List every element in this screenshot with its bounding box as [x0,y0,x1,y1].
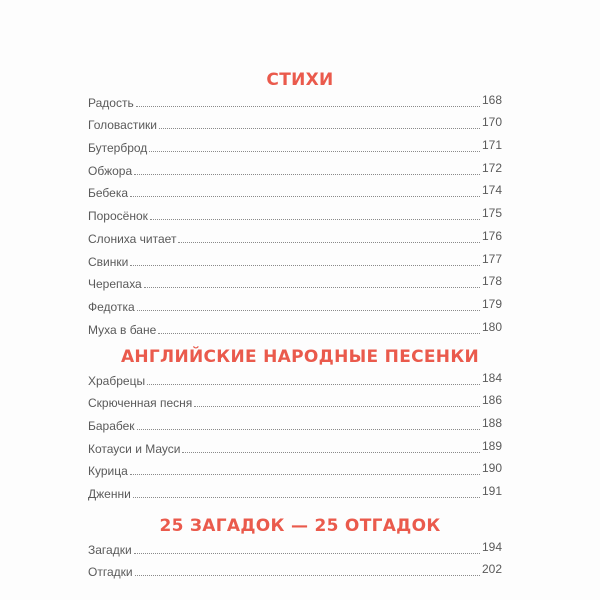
toc-entry[interactable] [88,291,502,314]
dot-leader [149,150,480,152]
section-title-english-songs: АНГЛИЙСКИЕ НАРОДНЫЕ ПЕСЕНКИ [120,347,480,367]
toc-entry-title: Загадки [88,542,132,557]
toc-entry[interactable] [88,456,502,479]
dot-leader [194,405,480,407]
toc-entry-title: Черепаха [88,277,142,292]
toc-entry-title: Котауси и Мауси [88,441,181,456]
toc-entry-page: 179 [481,296,502,311]
dot-leader [130,195,480,197]
toc-entry[interactable] [88,223,502,246]
toc-entry-title: Поросёнок [88,209,148,224]
toc-entry-page: 172 [481,160,502,175]
toc-entry-page: 170 [481,115,502,130]
toc-entry-page: 191 [481,484,502,499]
toc-entry[interactable] [88,132,502,155]
dot-leader [130,264,480,266]
toc-entry-page: 168 [481,92,502,107]
toc-entry-page: 189 [481,438,502,453]
toc-entry-title: Слониха читает [88,231,177,246]
dot-leader [178,241,480,243]
toc-entry-page: 171 [481,138,502,153]
toc-entry-title: Курица [88,464,128,479]
toc-entry[interactable] [88,433,502,456]
dot-leader [136,105,480,107]
toc-entry-page: 188 [481,416,502,431]
toc-entry-page: 194 [481,539,502,554]
toc-entry-page: 180 [481,319,502,334]
toc-entry-title: Храбрецы [88,373,146,388]
toc-entry-title: Бутерброд [88,141,148,156]
dot-leader [134,552,480,554]
dot-leader [158,332,480,334]
toc-entry-title: Барабек [88,419,135,434]
toc-entry[interactable] [88,110,502,133]
toc-entry[interactable] [88,246,502,269]
toc-entry-title: Скрюченная песня [88,396,193,411]
toc-entry[interactable] [88,314,502,337]
dot-leader [137,428,480,430]
toc-entry-title: Дженни [88,487,131,502]
toc-entry[interactable] [88,178,502,201]
toc-entry[interactable] [88,365,502,388]
toc-entry[interactable] [88,557,502,580]
toc-entry-title: Свинки [88,254,129,269]
dot-leader [135,574,480,576]
toc-entry-title: Федотка [88,299,135,314]
toc-entry-title: Головастики [88,118,157,133]
section-title-poems: СТИХИ [266,70,334,90]
dot-leader [150,218,480,220]
dot-leader [130,473,480,475]
toc-entry-title: Радость [88,95,134,110]
toc-entry-title: Бебека [88,186,129,201]
toc-entry[interactable] [88,200,502,223]
toc-list-poems [88,87,502,337]
dot-leader [144,286,480,288]
toc-entry-page: 184 [481,370,502,385]
toc-entry-page: 178 [481,274,502,289]
dot-leader [147,383,480,385]
dot-leader [134,173,480,175]
toc-entry[interactable] [88,269,502,292]
toc-list-english-songs [88,365,502,501]
section-title-riddles: 25 ЗАГАДОК — 25 ОТГАДОК [159,516,441,536]
toc-entry-page: 175 [481,206,502,221]
toc-entry-page: 186 [481,393,502,408]
toc-entry[interactable] [88,155,502,178]
toc-entry[interactable] [88,87,502,110]
toc-entry-title: Отгадки [88,565,133,580]
dot-leader [182,451,479,453]
toc-entry-page: 202 [481,562,502,577]
toc-entry-title: Муха в бане [88,322,157,337]
dot-leader [159,127,480,129]
toc-entry[interactable] [88,478,502,501]
dot-leader [137,309,480,311]
toc-list-riddles [88,534,502,579]
toc-entry-page: 190 [481,461,502,476]
toc-entry-page: 174 [481,183,502,198]
toc-entry-title: Обжора [88,163,133,178]
toc-entry-page: 177 [481,251,502,266]
toc-entry[interactable] [88,388,502,411]
toc-entry[interactable] [88,534,502,557]
toc-entry-page: 176 [481,228,502,243]
toc-entry[interactable] [88,410,502,433]
dot-leader [133,496,480,498]
